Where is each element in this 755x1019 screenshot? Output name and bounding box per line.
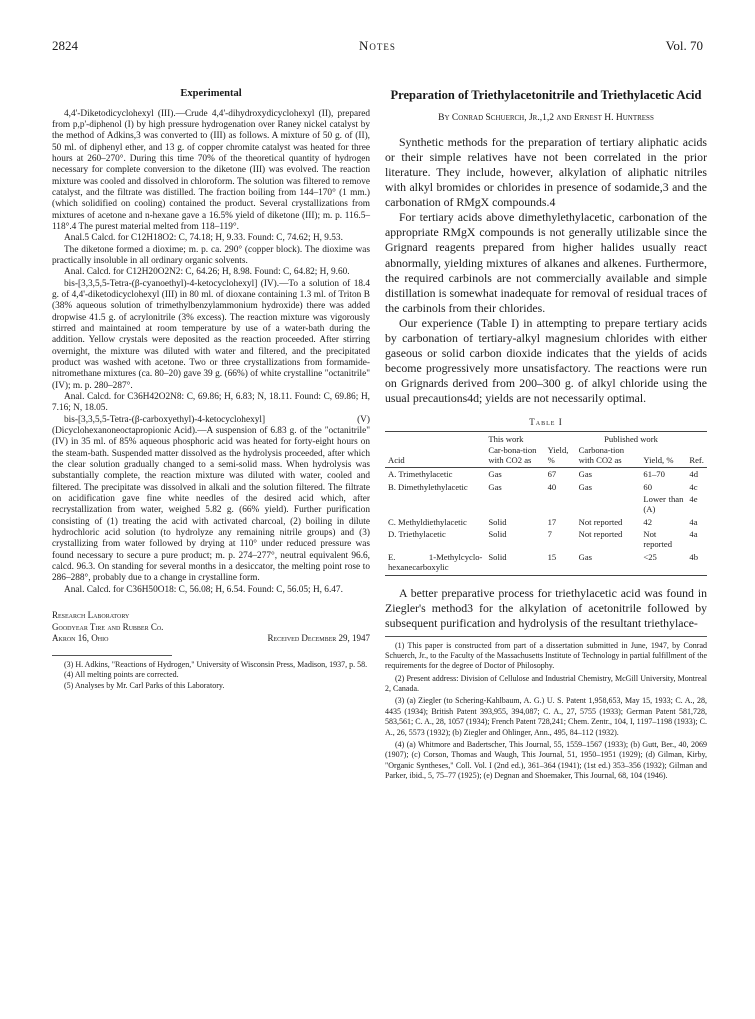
- paragraph-intro: Synthetic methods for the preparation of tertiary aliphatic acids or their simple relatives have not been correlated in the prior literature. They include, however, alkylation of aliphatic nitriles with alkyl bromides or chlorides in presence of sodamide,3 and the carbonation of RMgX compounds.4: [385, 134, 707, 210]
- col-pub-carbonation: Carbona-tion with CO2 as: [576, 445, 641, 468]
- paragraph-dioxime: The diketone formed a dioxime; m. p. ca. 290° (copper block). The dioxime was practically insoluble in all ordinary organic solvents.: [52, 244, 370, 267]
- right-column: [385, 88, 707, 784]
- lab-name: Research Laboratory: [52, 609, 130, 620]
- city: Akron 16, Ohio: [52, 633, 109, 644]
- left-column: [52, 88, 370, 691]
- table-row: A. Trimethylacetic Gas 67 Gas 61–70 4d: [388, 469, 698, 480]
- footnote-4: (4) All melting points are corrected.: [64, 670, 179, 680]
- table-row: C. Methyldiethylacetic Solid 17 Not reported 42 4a: [388, 516, 698, 527]
- paragraph-octanitrile: bis-[3,3,5,5-Tetra-(β-cyanoethyl)-4-ketocyclohexyl] (IV).—To a solution of 18.4 g. of 4,4'-diketodicyclohexyl (III) in 80 ml. of dioxane containing 1.3 ml. of Triton B (38% aqueous solution of trimethylbenzylammonium hydroxide) there was added dropwise 41.5 g. of acrylonitrile (3% excess). The reaction mixture was vigorously stirred and maintained at room temperature by use of a water-bath during the addition. Yellow crystals were deposited as the reaction proceeded. After stirring overnight, the mixture was diluted with water and filtered, and the precipitated product was washed with acetone. Two or three crystallizations from formamide-nitromethane mixtures (ca. 80–20) gave 39 g. (66%) of white crystalline "octanitrile" (IV); m. p. 280–287°.: [52, 278, 370, 391]
- paragraph-better-process: A better preparative process for triethylacetic acid was found in Ziegler's method3 for the alkylation of acetonitrile followed by subsequent purification and hydrolysis of the resultant triethylace-: [385, 586, 707, 631]
- company-name: Goodyear Tire and Rubber Co.: [52, 621, 164, 632]
- page-number: 2824: [52, 38, 78, 53]
- table-title: Table I: [529, 416, 563, 427]
- section-heading: Experimental: [180, 88, 242, 99]
- running-header: [52, 38, 703, 58]
- footnote-divider: [52, 655, 172, 656]
- col-acid-spacer: [385, 432, 485, 445]
- footnote-4-right: (4) (a) Whitmore and Badertscher, This Journal, 55, 1559–1567 (1933); (b) Gutt, Ber., 40, 2069 (1907); (c) Corson, Thomas and Waugh, This Journal, 51, 1950–1951 (1929); (d) Gilman, Kirby, "Organic Syntheses," Coll. Vol. I (2nd ed.), 361–364 (1941); (1st ed.) 353–356 (1932); Gilman and Parker, ibid., 5, 75–77 (1925); (e) Degnan and Shoemaker, This Journal, 68, 104 (1946).: [385, 740, 707, 781]
- paragraph-analysis-4: Anal. Calcd. for C36H50O18: C, 56.08; H, 6.54. Found: C, 56.05; H, 6.47.: [64, 584, 343, 595]
- col-yield: Yield, %: [545, 445, 576, 468]
- paragraph-analysis-3: Anal. Calcd. for C36H42O2N8: C, 69.86; H, 6.83; N, 18.11. Found: C, 69.86; H, 7.16; N, 18.05.: [52, 392, 370, 414]
- footnote-3: (3) H. Adkins, "Reactions of Hydrogen," University of Wisconsin Press, Madison, 1937, p. 58.: [64, 659, 368, 669]
- col-acid: Acid: [385, 445, 485, 468]
- col-ref: Ref.: [686, 445, 707, 468]
- footnote-5: (5) Analyses by Mr. Carl Parks of this Laboratory.: [64, 680, 225, 690]
- table-row: Lower than (A) 4e: [643, 494, 698, 515]
- col-group-this-work: This work: [485, 432, 575, 445]
- col-ref-spacer: [686, 432, 707, 445]
- received-date: Received December 29, 1947: [267, 633, 370, 644]
- col-carbonation-co2: Car-bona-tion with CO2 as: [485, 445, 544, 468]
- paragraph-analysis-2: Anal. Calcd. for C12H20O2N2: C, 64.26; H, 8.98. Found: C, 64.82; H, 9.60.: [64, 267, 350, 278]
- volume-number: Vol. 70: [665, 38, 703, 53]
- byline: By Conrad Schuerch, Jr.,1,2 and Ernest H. Huntress: [438, 113, 654, 124]
- article-title: Preparation of Triethylacetonitrile and Triethylacetic Acid: [390, 88, 702, 102]
- running-title: Notes: [359, 38, 396, 53]
- paragraph-octapropionic-acid: bis-[3,3,5,5-Tetra-(β-carboxyethyl)-4-ketocyclohexyl] (V) (Dicyclohexanoneoctapropionic Acid).—A suspension of 6.83 g. of the "octanitrile" (IV) in 35 ml. of 85% aqueous phosphoric acid was heated for forty-eight hours on the steam-bath. Suspended matter dissolved as the hydrolysis proceeded, after which the clear solution gradually changed to a semi-solid mass. When hydrolysis was substantially complete, the reaction mixture was diluted with water, cooled and filtered. The precipitate was dissolved in alkali and the solution filtered. The filtrate on acidification gave fine white needles of the desired acid which, after recrystallization from water, weighed 5.82 g. (66% yield). Further purification consisting of (1) treating the acid with activated charcoal, (2) boiling in dilute hydrochloric acid solution (to hydrolyze any remaining nitrile groups) and (3) crystallizing from water followed by drying at 110° under reduced pressure was found necessary to secure a pure product; m. p. 274–277°, neutral equivalent 96.6, calcd. 96.3. On standing for several months in a desiccator, the melting point rose to 286–288°, probably due to a change in crystalline form.: [52, 414, 370, 584]
- affiliation-block: [52, 610, 370, 645]
- footnote-divider-right: [385, 636, 707, 637]
- footnote-3-right: (3) (a) Ziegler (to Schering-Kahlbaum, A. G.) U. S. Patent 1,958,653, May 15, 1933; C. A., 28, 4435 (1934); British Patent 393,955, 394,087; C. A., 27, 5755 (1933); German Patent 581,728, 583,561; C. A., 28, 1057 (1934); French Patent 728,241; Chem. Zentr., 104, I, 1197–1198 (1933); C. A., 26, 5573 (1932); (b) Ziegler and Ohlinger, Ann., 495, 84–112 (1932).: [385, 696, 707, 737]
- table-row: E. 1-Methylcyclo-hexanecarboxylic Solid 15 Gas <25 4b: [385, 551, 707, 576]
- paragraph-experience: Our experience (Table I) in attempting to prepare tertiary acids by carbonation of tertiary-alkyl magnesium chlorides with either gaseous or solid carbon dioxide indicates that the yields of acids become progressively more unsatisfactory. The reactions were run on Grignards derived from 200–300 g. of alkyl chloride using the usual precautions4d; yields are not necessarily optimal.: [385, 315, 707, 406]
- footnote-1: (1) This paper is constructed from part of a dissertation submitted in June, 1947, by Conrad Schuerch, Jr., to the Faculty of the Massachusetts Institute of Technology in partial fulfillment of the requirements for the degree of Doctor of Philosophy.: [385, 640, 707, 671]
- col-pub-yield: Yield, %: [640, 445, 686, 468]
- data-table: [385, 431, 707, 576]
- paragraph-tertiary-acids: For tertiary acids above dimethylethylacetic, carbonation of the appropriate RMgX compounds is not generally utilizable since the Grignard reagents prepared from higher halides usually react abnormally, yielding mixtures of alkanes and alkenes. Furthermore, the required carbinols are not commercially available and simple distillation is somewhat inadequate for removal of residual traces of the carbinols from their chlorides.: [385, 210, 707, 315]
- paragraph-diketone: 4,4'-Diketodicyclohexyl (III).—Crude 4,4'-dihydroxydicyclohexyl (II), prepared from p,p'-diphenol (I) by high pressure hydrogenation over Raney nickel catalyst by the method of Adkins,3 was converted to (III) as follows. A mixture of 50 g. of (II), 50 ml. of diphenyl ether, and 13 g. of copper chromite catalyst was heated for three hours at 260–270°. During this time 70% of the theoretical quantity of hydrogen necessary for complete conversion to the diketone (III) was evolved. The reaction mixture was cooled and dissolved in chloroform. The solution was filtered to remove catalyst, and the filtrate was distilled. The fraction boiling from 144–170° (1 mm.) (which solidified on cooling) contained the product. Several crystallizations from mixtures of acetone and n-hexane gave a 16.5% yield of diketone (III); m. p. 116.5–118°.4 The purest material melted from 118–119°.: [52, 108, 370, 233]
- address-row: [52, 633, 370, 645]
- paragraph-analysis-1: Anal.5 Calcd. for C12H18O2: C, 74.18; H, 9.33. Found: C, 74.62; H, 9.53.: [64, 233, 343, 244]
- table-row: B. Dimethylethylacetic Gas 40 Gas 60 4c: [388, 481, 698, 492]
- table-row: D. Triethylacetic Solid 7 Not reported Not reported 4a: [388, 528, 698, 550]
- footnote-2: (2) Present address: Division of Cellulose and Industrial Chemistry, McGill University, Montreal 2, Canada.: [385, 673, 707, 694]
- col-group-published: Published work: [576, 432, 687, 445]
